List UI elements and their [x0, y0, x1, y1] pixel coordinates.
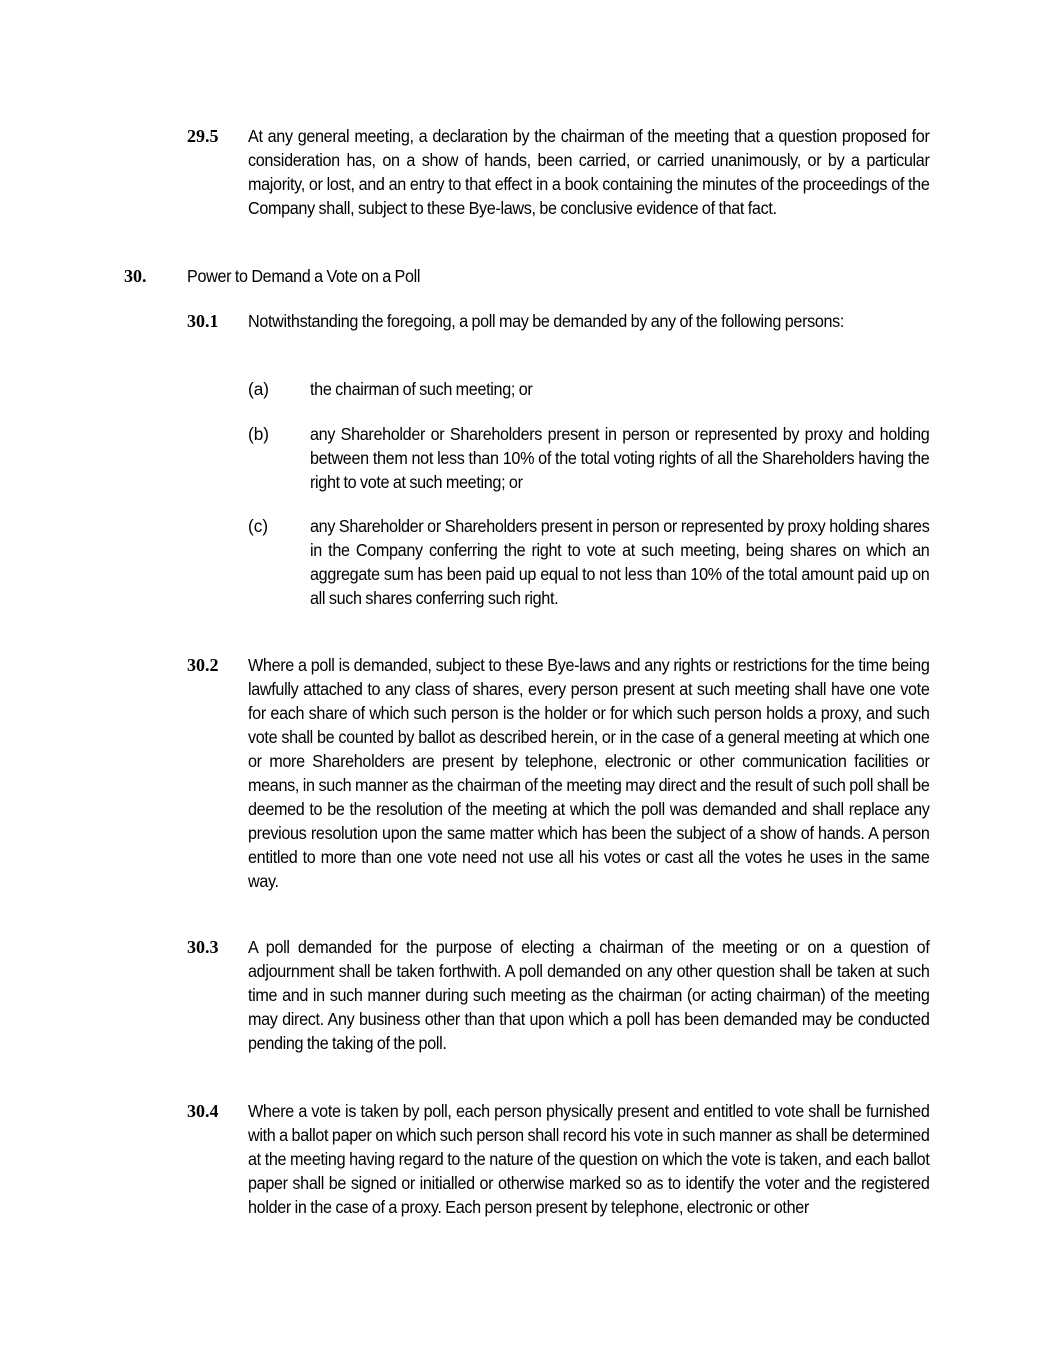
clause-text: Where a vote is taken by poll, each person physically present and entitled to vote shall be furnished with a ballot paper on which such person shall record his vote in such manner as shall be determined at the meeting having regard to the nature of the question on which the vote is taken, and each ballot paper shall be signed or initialled or otherwise marked so as to identify the voter and the registered holder in the case of a proxy. Each person present by telephone, electronic or other	[248, 1101, 930, 1217]
item-label: (a)	[248, 379, 270, 399]
clause-number: 30.2	[187, 655, 219, 675]
clause-number: 30.4	[187, 1101, 219, 1121]
section-heading: Power to Demand a Vote on a Poll	[187, 266, 421, 286]
clause-number: 29.5	[187, 126, 219, 146]
item-text: the chairman of such meeting; or	[310, 379, 533, 399]
item-text: any Shareholder or Shareholders present in person or represented by proxy holding shares in the Company conferring the right to vote at such meeting, being shares on which an aggregate sum has been paid up equal to not less than 10% of the total amount paid up on all such shares conferring such right.	[310, 516, 930, 608]
section-number: 30.	[124, 266, 147, 286]
item-label: (c)	[248, 516, 269, 536]
item-text: any Shareholder or Shareholders present in person or represented by proxy and holding between them not less than 10% of the total voting rights of all the Shareholders having the right to vote at such meeting; or	[310, 424, 930, 492]
clause-text: Where a poll is demanded, subject to these Bye-laws and any rights or restrictions for the time being lawfully attached to any class of shares, every person present at such meeting shall have one vote for each share of which such person is the holder or for which such person holds a proxy, and such vote shall be counted by ballot as described herein, or in the case of a general meeting at which one or more Shareholders are present by telephone, electronic or other communication facilities or means, in such manner as the chairman of the meeting may direct and the result of such poll shall be deemed to be the resolution of the meeting at which the poll was demanded and shall replace any previous resolution upon the same matter which has been the subject of a show of hands. A person entitled to more than one vote need not use all his votes or cast all the votes he uses in the same way.	[248, 655, 930, 891]
clause-number: 30.3	[187, 937, 219, 957]
clause-text: At any general meeting, a declaration by the chairman of the meeting that a question proposed for consideration has, on a show of hands, been carried, or carried unanimously, or by a particular majority, or lost, and an entry to that effect in a book containing the minutes of the proceedings of the Company shall, subject to these Bye-laws, be conclusive evidence of that fact.	[248, 126, 930, 218]
item-label: (b)	[248, 424, 270, 444]
clause-number: 30.1	[187, 311, 219, 331]
clause-text: A poll demanded for the purpose of electing a chairman of the meeting or on a question of adjournment shall be taken forthwith. A poll demanded on any other question shall be taken at such time and in such manner during such meeting as the chairman (or acting chairman) of the meeting may direct. Any business other than that upon which a poll has been demanded may be conducted pending the taking of the poll.	[248, 937, 930, 1053]
clause-text: Notwithstanding the foregoing, a poll may be demanded by any of the following persons:	[248, 311, 845, 331]
